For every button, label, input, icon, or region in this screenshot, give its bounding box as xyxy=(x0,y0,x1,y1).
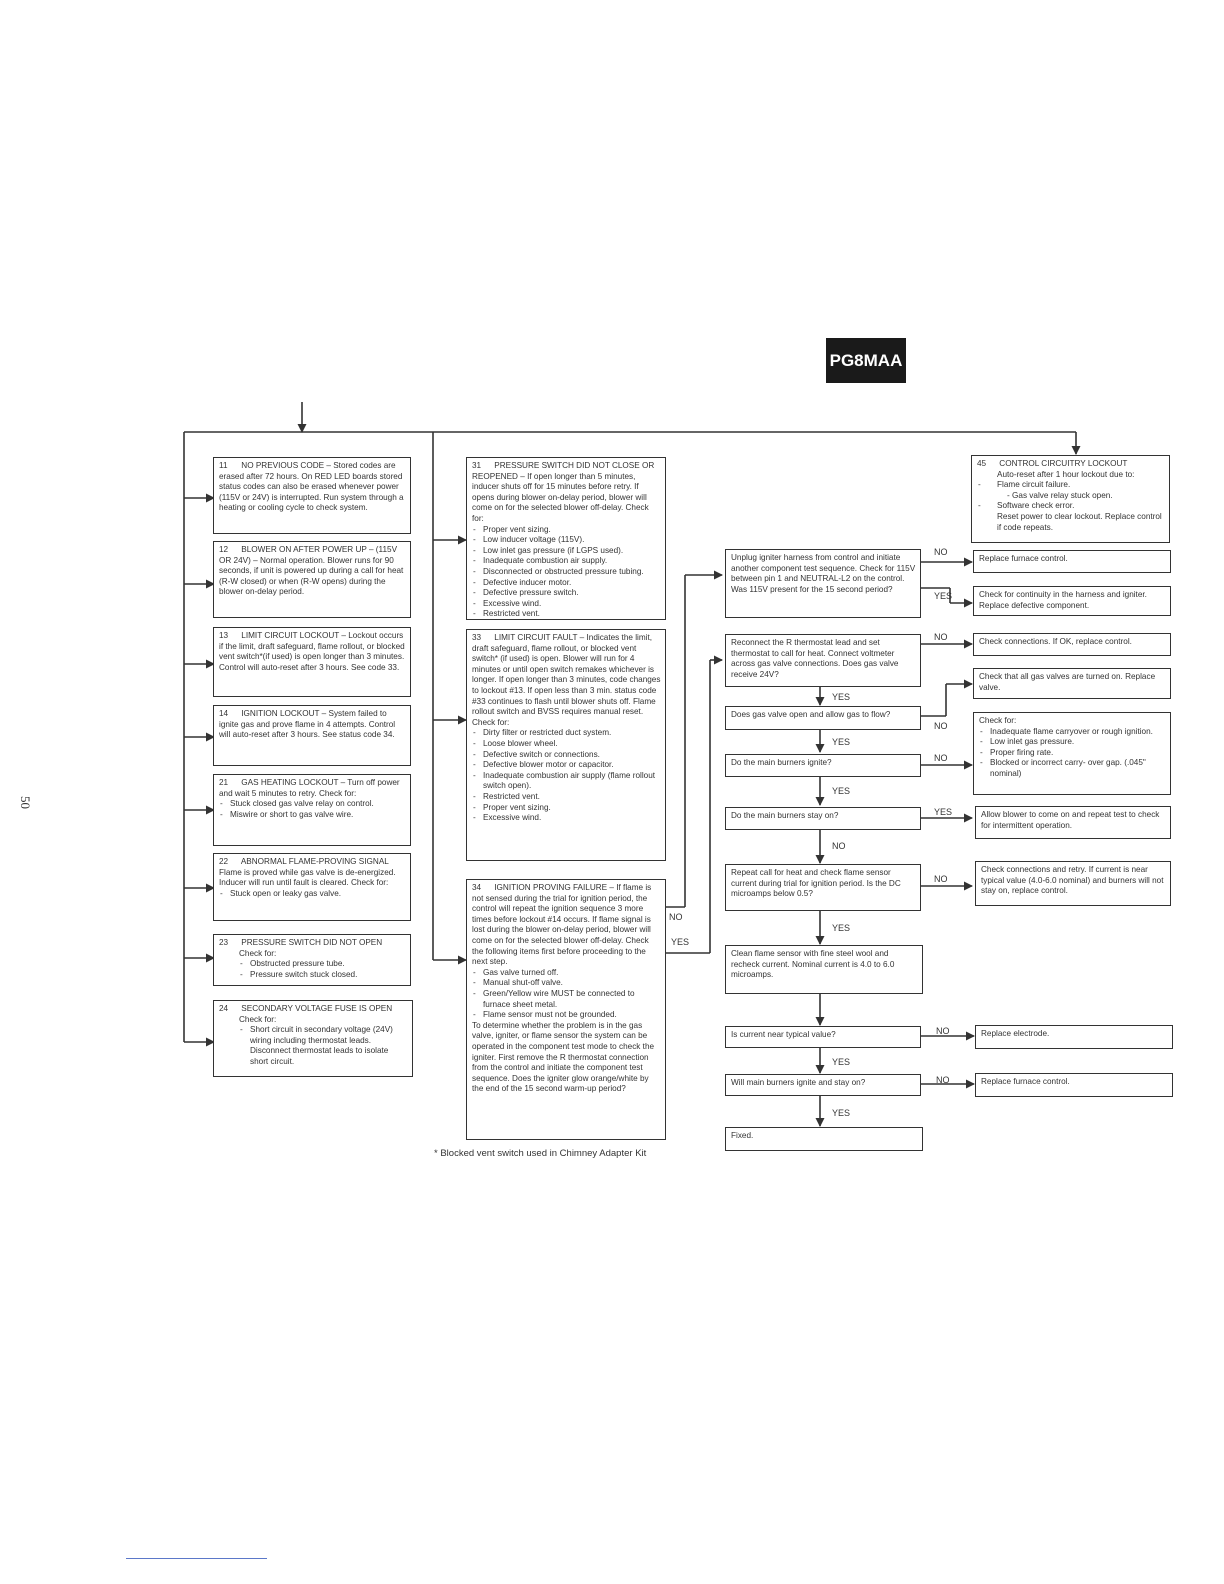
result-check-continuity: Check for continuity in the harness and igniter. Replace defective component. xyxy=(973,586,1171,616)
result-replace-furnace-control: Replace furnace control. xyxy=(973,550,1171,573)
code-description: – Stored codes are erased after 72 hours. On RED LED boards stored status codes can also be erased whenever power (115V or 24V) is interrupted. Run system through a heating or cooling cycle to check system. xyxy=(219,461,404,513)
check-item: - Miswire or short to gas valve wire. xyxy=(219,810,406,821)
check-item: - Inadequate combustion air supply (flame rollout switch open). xyxy=(472,771,661,792)
check-subitem-text: Gas valve relay stuck open. xyxy=(1012,490,1113,500)
code-description: Auto-reset after 1 hour lockout due to: xyxy=(997,469,1135,479)
check-item: - Manual shut-off valve. xyxy=(472,978,661,989)
code-description: – If open longer than 5 minutes, inducer shuts off for 15 minutes before retry. If opens during blower on-delay period, blower will come on for the selected blower off-delay. Check for: xyxy=(472,471,649,523)
result-check-for-list xyxy=(973,712,1171,795)
step-fixed: Fixed. xyxy=(725,1127,923,1151)
check-item: - Proper vent sizing. xyxy=(472,803,661,814)
check-item: - Excessive wind. xyxy=(472,599,661,610)
footer-rule xyxy=(126,1558,267,1559)
branch-label-no: NO xyxy=(934,753,948,763)
code-description: – System failed to ignite gas and prove flame in 4 attempts. Control will auto-reset after 3 hours. See status code 34. xyxy=(219,709,396,740)
result-replace-furnace-control-final: Replace furnace control. xyxy=(975,1073,1173,1097)
code-description: – Turn off power and wait 5 minutes to retry. Check for: xyxy=(219,778,400,798)
branch-label-yes: YES xyxy=(671,937,690,947)
check-subitem: - Gas valve relay stuck open. xyxy=(1007,490,1113,500)
status-code-14-box xyxy=(213,705,411,766)
step-gas-valve-open: Does gas valve open and allow gas to flow? xyxy=(725,706,921,730)
step-current-typical: Is current near typical value? xyxy=(725,1026,921,1048)
check-item: - Blocked or incorrect carry- over gap. (.045" nominal) xyxy=(979,758,1166,779)
check-item: - Low inducer voltage (115V). xyxy=(472,535,661,546)
result-check-connections: Check connections. If OK, replace control. xyxy=(973,633,1171,656)
check-item: - Restricted vent. xyxy=(472,792,661,803)
code-number: 14 xyxy=(219,709,229,718)
check-item: - Proper vent sizing. xyxy=(472,525,661,536)
code-number: 45 xyxy=(977,459,987,468)
code-title: PRESSURE SWITCH DID NOT OPEN xyxy=(241,938,383,947)
code-number: 13 xyxy=(219,631,229,640)
check-item: - Dirty filter or restricted duct system. xyxy=(472,728,661,739)
check-item: - Loose blower wheel. xyxy=(472,739,661,750)
code-number: 34 xyxy=(472,883,482,892)
result-replace-electrode: Replace electrode. xyxy=(975,1025,1173,1049)
check-item: - Flame circuit failure. xyxy=(977,480,1165,491)
code-title: PRESSURE SWITCH DID NOT CLOSE OR REOPENED xyxy=(472,461,655,481)
code-number: 22 xyxy=(219,857,229,866)
status-code-13-box xyxy=(213,627,411,697)
result-allow-blower: Allow blower to come on and repeat test to check for intermittent operation. xyxy=(975,806,1171,839)
code-description: – (115V OR 24V) – Normal operation. Blower runs for 90 seconds, if unit is powered up during a call for heat (R-W closed) or when (R-W opens) during the blower on-delay period. xyxy=(219,545,404,597)
code-description: – Lockout occurs if the limit, draft safeguard, flame rollout, or blocked vent switch*(if used) is open longer than 3 minutes. Control will auto-reset after 3 hours. See code 33. xyxy=(219,631,405,672)
check-item: - Flame sensor must not be grounded. xyxy=(472,1010,661,1021)
code-title: IGNITION PROVING FAILURE xyxy=(494,883,608,892)
check-item: - Excessive wind. xyxy=(472,813,661,824)
code-title: BLOWER ON AFTER POWER UP xyxy=(241,545,367,554)
check-item: - Low inlet gas pressure (if LGPS used). xyxy=(472,546,661,557)
status-code-33-box xyxy=(466,629,666,861)
code-number: 31 xyxy=(472,461,482,470)
status-code-45-box xyxy=(971,455,1170,543)
code-title: SECONDARY VOLTAGE FUSE IS OPEN xyxy=(241,1004,393,1013)
check-item: - Defective inducer motor. xyxy=(472,578,661,589)
check-item: - Inadequate flame carryover or rough ignition. xyxy=(979,727,1166,738)
status-code-23-box xyxy=(213,934,411,986)
check-item: - Green/Yellow wire MUST be connected to furnace sheet metal. xyxy=(472,989,661,1010)
check-item: - Gas valve turned off. xyxy=(472,968,661,979)
status-code-31-box xyxy=(466,457,666,620)
code-followup: Reset power to clear lockout. Replace control if code repeats. xyxy=(997,511,1162,532)
step-will-burners-ignite: Will main burners ignite and stay on? xyxy=(725,1074,921,1096)
code-number: 23 xyxy=(219,938,229,947)
check-item: - Low inlet gas pressure. xyxy=(979,737,1166,748)
code-number: 12 xyxy=(219,545,229,554)
code-title: LIMIT CIRCUIT FAULT xyxy=(494,633,578,642)
check-item: - Stuck closed gas valve relay on control. xyxy=(219,799,406,810)
code-number: 21 xyxy=(219,778,229,787)
code-title: LIMIT CIRCUIT LOCKOUT xyxy=(241,631,340,640)
step-repeat-call-for-heat: Repeat call for heat and check flame sensor current during trial for ignition period. Is the DC microamps below 0.5? xyxy=(725,864,921,911)
check-item: - Defective blower motor or capacitor. xyxy=(472,760,661,771)
branch-label-no: NO xyxy=(934,547,948,557)
branch-label-no: NO xyxy=(669,912,683,922)
step-unplug-igniter: Unplug igniter harness from control and initiate another component test sequence. Check for 115V between pin 1 and NEUTRAL-L2 on the control. Was 115V present for the 15 second period? xyxy=(725,549,921,618)
branch-label-yes: YES xyxy=(832,1108,851,1118)
code-title: NO PREVIOUS CODE xyxy=(241,461,325,470)
branch-label-no: NO xyxy=(934,874,948,884)
code-description: – Indicates the limit, draft safeguard, flame rollout, or blocked vent switch* (if used) is open. Blower will run for 4 minutes or until open switch remakes whichever is longer. If open longer than 3 minutes, code changes to lockout #13. If open less than 3 min. status code #33 continues to flash until blower shuts off. Flame rollout switch and BVSS requires manual reset. Check for: xyxy=(472,633,661,727)
code-description: Check for: xyxy=(239,1014,277,1024)
check-item: - Disconnected or obstructed pressure tubing. xyxy=(472,567,661,578)
code-description: Flame is proved while gas valve is de-energized. Inducer will run until fault is cleared. Check for: xyxy=(219,867,396,888)
model-badge: PG8MAA xyxy=(826,338,906,383)
check-item: - Defective switch or connections. xyxy=(472,750,661,761)
step-burners-ignite: Do the main burners ignite? xyxy=(725,754,921,777)
step-burners-stay-on: Do the main burners stay on? xyxy=(725,807,921,830)
result-check-gas-valves: Check that all gas valves are turned on. Replace valve. xyxy=(973,668,1171,699)
step-reconnect-thermostat: Reconnect the R thermostat lead and set thermostat to call for heat. Connect voltmeter across gas valve connections. Does gas valve receive 24V? xyxy=(725,634,921,687)
step-clean-flame-sensor: Clean flame sensor with fine steel wool and recheck current. Nominal current is 4.0 to 6.0 microamps. xyxy=(725,945,923,994)
branch-label-yes: YES xyxy=(832,923,851,933)
result-check-connections-retry: Check connections and retry. If current is near typical value (4.0-6.0 nominal) and burners will not stay on, replace control. xyxy=(975,861,1171,906)
branch-label-no: NO xyxy=(936,1075,950,1085)
code-title: CONTROL CIRCUITRY LOCKOUT xyxy=(999,459,1128,468)
branch-label-no: NO xyxy=(934,721,948,731)
check-item: - Proper firing rate. xyxy=(979,748,1166,759)
status-code-24-box xyxy=(213,1000,413,1077)
status-code-11-box xyxy=(213,457,411,534)
status-code-21-box xyxy=(213,774,411,846)
status-code-34-box xyxy=(466,879,666,1140)
code-title: GAS HEATING LOCKOUT xyxy=(241,778,339,787)
code-number: 11 xyxy=(219,461,228,470)
check-item: - Software check error. xyxy=(977,501,1165,512)
check-item: - Short circuit in secondary voltage (24V) wiring including thermostat leads. Disconnect thermostat leads to isolate short circuit. xyxy=(239,1025,408,1067)
code-title: IGNITION LOCKOUT xyxy=(241,709,320,718)
branch-label-yes: YES xyxy=(832,1057,851,1067)
branch-label-yes: YES xyxy=(832,786,851,796)
check-for-title: Check for: xyxy=(979,716,1017,725)
status-code-12-box xyxy=(213,541,411,618)
check-item: - Stuck open or leaky gas valve. xyxy=(219,889,406,900)
branch-label-yes: YES xyxy=(832,737,851,747)
code-description: Check for: xyxy=(239,948,277,958)
branch-label-yes: YES xyxy=(832,692,851,702)
check-item: - Defective pressure switch. xyxy=(472,588,661,599)
branch-label-no: NO xyxy=(934,632,948,642)
code-number: 33 xyxy=(472,633,482,642)
branch-label-yes: YES xyxy=(934,591,953,601)
code-followup: To determine whether the problem is in the gas valve, igniter, or flame sensor the system can be operated in the component test mode to check the igniter. First remove the R thermostat connection from the control and initiate the component test sequence. Does the igniter glow orange/white by the end of the 15 second warm-up period? xyxy=(472,1020,655,1094)
code-title: ABNORMAL FLAME-PROVING SIGNAL xyxy=(240,857,389,866)
check-item: - Obstructed pressure tube. xyxy=(239,959,406,970)
code-description: – If flame is not sensed during the trial for ignition period, the control will repeat the ignition sequence 3 more times before lockout #14 occurs. If flame signal is lost during the blower on-delay period, blower will come on for the selected blower off-delay. Check the following items first before proceeding to the next step. xyxy=(472,883,652,967)
page-number: 50 xyxy=(18,796,33,809)
check-item: - Inadequate combustion air supply. xyxy=(472,556,661,567)
branch-label-no: NO xyxy=(936,1026,950,1036)
check-item: - Pressure switch stuck closed. xyxy=(239,970,406,981)
branch-label-no: NO xyxy=(832,841,846,851)
status-code-22-box xyxy=(213,853,411,921)
code-number: 24 xyxy=(219,1004,229,1013)
footnote: * Blocked vent switch used in Chimney Adapter Kit xyxy=(434,1148,647,1159)
check-item: - Restricted vent. xyxy=(472,609,661,620)
branch-label-yes: YES xyxy=(934,807,953,817)
